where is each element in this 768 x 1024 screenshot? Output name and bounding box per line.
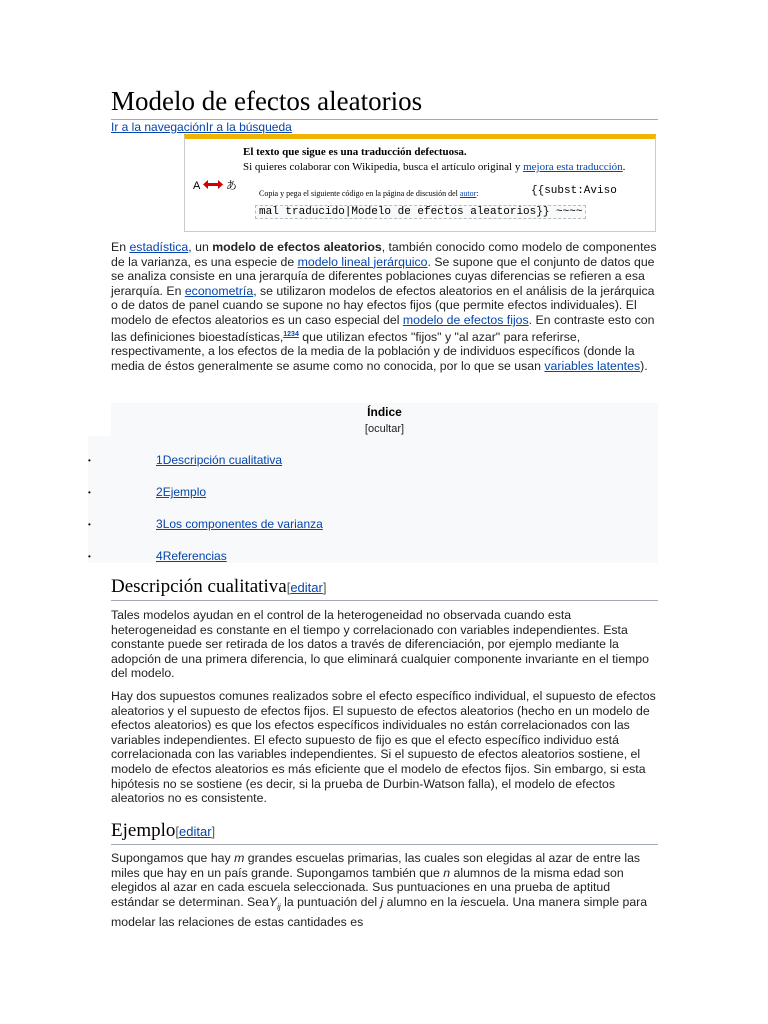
notice-code-start[interactable]: {{subst:Aviso [531, 185, 617, 197]
jump-to-search-link[interactable]: Ir a la búsqueda [205, 120, 292, 134]
link-econometria[interactable]: econometría [184, 283, 254, 298]
section-heading-descripcion: Descripción cualitativa[editar] [111, 575, 658, 601]
intro-paragraph: En estadística, un modelo de efectos aleatorios, también conocido como modelo de componentes de la varianza, es una especie de modelo lineal jerárquico. Se supone que el conjunto de datos que se analiza consiste en una jerarquía de diferentes poblaciones cuyas diferencias se refieren a esa jerarquía. En econometría, se utilizaron modelos de efectos aleatorios en el análisis de la jerárquica o de datos de panel cuando se supone no hay efectos fijos (que permite efectos individuales). El modelo de efectos aleatorios es un caso especial del modelo de efectos fijos. En contraste esto con las definiciones bioestadísticas,$^{1234}$ que utilizan efectos "fijos" y "al azar" para referirse, respectivamente, a los efectos de la media de la población y de individuos específicos (donde la media de éstos generalmente se asume como no conocida, por lo que se usan variables latentes). [111, 240, 657, 373]
notice-code-rest[interactable]: mal traducido|Modelo de efectos aleatorios}} ~~~~ [255, 205, 586, 219]
section-paragraph: Supongamos que hay m grandes escuelas primarias, las cuales son elegidas al azar de entre las miles que hay en un país grande. Supongamos también que n alumnos de la misma edad son elegidos al azar en cada escuela seleccionada. Sus puntuaciones en una prueba de aptitud estándar se determinan. SeaY$_{ij}$ la puntuación del j alumno en la iescuela. Una manera simple para modelar las relaciones de estas cantidades es [111, 851, 648, 929]
link-modelo-lineal-jerarquico[interactable]: modelo lineal jerárquico [297, 254, 428, 269]
link-estadistica[interactable]: estadística [129, 240, 189, 254]
toc-bullet: • [88, 520, 91, 529]
section-heading-ejemplo: Ejemplo[editar] [111, 819, 658, 845]
toc-item[interactable]: 1Descripción cualitativa [156, 453, 283, 467]
notice-heading: El texto que sigue es una traducción defectuosa. [243, 146, 467, 158]
edit-section-link[interactable]: editar [179, 824, 212, 839]
notice-instructions: Copia y pega el siguiente código en la página de discusión del autor: [259, 189, 479, 198]
toc-item[interactable]: 3Los componentes de varianza [156, 517, 323, 531]
reference-superscript[interactable]: 1234 [283, 330, 299, 338]
toc-bullet: • [88, 456, 91, 465]
toc-item[interactable]: 2Ejemplo [156, 485, 207, 499]
link-modelo-efectos-fijos[interactable]: modelo de efectos fijos [402, 312, 529, 327]
section-paragraph: Hay dos supuestos comunes realizados sobre el efecto específico individual, el supuesto de efectos aleatorios y el supuesto de efectos fijos. El supuesto de efectos aleatorios (hecho en un modelo de efectos aleatorios) es que los efectos específicos individuales no están correlacionados con las variables independientes. El efecto supuesto de fijo es que el efecto específico individuo está correlacionada con las variables independientes. Si el supuesto de efectos aleatorios sostiene, el modelo de efectos aleatorios es más eficiente que el modelo de efectos fijos. Sin embargo, si esta hipótesis no se sostiene (es decir, si la prueba de Durbin-Watson falla), el modelo de efectos aleatorios no es consistente. [111, 689, 656, 806]
section-paragraph: Tales modelos ayudan en el control de la heterogeneidad no observada cuando esta heterogeneidad es constante en el tiempo y correlacionado con variables independientes. Esta constante puede ser retirada de los datos a través de diferenciación, por ejemplo mediante la adopción de una primera diferencia, lo que eliminará cualquier componente invariante en el tiempo del modelo. [111, 608, 649, 681]
toc-bullet: • [88, 552, 91, 561]
author-link[interactable]: autor [459, 189, 477, 198]
toc-bullet: • [88, 488, 91, 497]
toc-toggle[interactable]: [ocultar] [364, 423, 405, 435]
notice-text: Si quieres colaborar con Wikipedia, busca el artículo original y mejora esta traducción. [243, 161, 626, 173]
improve-translation-link[interactable]: mejora esta traducción [523, 161, 623, 173]
toc-item[interactable]: 4Referencias [156, 549, 227, 563]
translation-notice [184, 134, 656, 232]
page-title: Modelo de efectos aleatorios [111, 84, 658, 120]
toc-background-extension [88, 436, 111, 563]
jump-links [111, 120, 292, 134]
double-arrow-icon [203, 180, 223, 189]
table-of-contents [111, 403, 658, 563]
jump-to-navigation-link[interactable]: Ir a la navegación [111, 120, 206, 134]
translation-icon: A あ [193, 180, 237, 192]
toc-heading: Índice [367, 405, 402, 419]
edit-section-link[interactable]: editar [290, 580, 323, 595]
link-variables-latentes[interactable]: variables latentes [544, 358, 641, 373]
